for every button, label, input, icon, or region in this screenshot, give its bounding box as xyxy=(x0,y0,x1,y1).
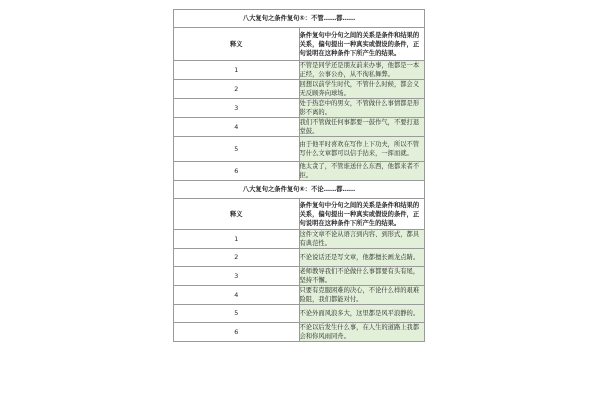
section-2-title-row xyxy=(174,181,425,199)
row-number: 2 xyxy=(174,80,300,99)
example-sentence: 不论外面风浪多大，这里都是风平浪静的。 xyxy=(299,305,425,323)
example-sentence: 不论以后发生什么事，在人生的道路上我都会和你风雨同舟。 xyxy=(299,323,425,342)
row-number: 1 xyxy=(174,230,300,249)
row-number: 3 xyxy=(174,99,300,118)
table-row xyxy=(174,230,425,249)
section-2-definition-label: 释义 xyxy=(174,199,300,230)
example-sentence: 由于他平时喜欢在写作上下功夫，所以不管写什么文章都可以信手拈来，一挥而就。 xyxy=(299,137,425,162)
table-row xyxy=(174,323,425,342)
table-row xyxy=(174,99,425,118)
section-1-definition-row xyxy=(174,28,425,61)
row-number: 5 xyxy=(174,137,300,162)
table-row xyxy=(174,80,425,99)
table-row xyxy=(174,137,425,162)
section-1-title: 八大复句之条件复句⑤：不管……都…… xyxy=(174,10,425,28)
section-1-title-row xyxy=(174,10,425,28)
table-row xyxy=(174,61,425,80)
document-sheet xyxy=(173,9,425,342)
row-number: 4 xyxy=(174,118,300,137)
table-row xyxy=(174,249,425,267)
row-number: 6 xyxy=(174,162,300,181)
section-1-definition: 条件复句中分句之间的关系是条件和结果的关系，偏句提出一种真实或假设的条件，正句说明在这种条件下所产生的结果。 xyxy=(299,28,425,61)
example-sentence: 我们不管做任何事都要一鼓作气，不要打退堂鼓。 xyxy=(299,118,425,137)
row-number: 3 xyxy=(174,267,300,286)
example-sentence: 只要有克服困难的决心，不论什么样的艰难险阻，我们都能对付。 xyxy=(299,286,425,305)
row-number: 1 xyxy=(174,61,300,80)
row-number: 4 xyxy=(174,286,300,305)
table-row xyxy=(174,267,425,286)
table-row xyxy=(174,118,425,137)
section-2-definition-row xyxy=(174,199,425,230)
table-row xyxy=(174,286,425,305)
row-number: 2 xyxy=(174,249,300,267)
example-sentence: 不论说话还是写文章，他都擅长画龙点睛。 xyxy=(299,249,425,267)
example-sentence: 回想以前学生时代，不管什么时候，都会义无反顾奔向球场。 xyxy=(299,80,425,99)
example-sentence: 这件文章不论从语言到内容、到形式，都具有典范性。 xyxy=(299,230,425,249)
row-number: 6 xyxy=(174,323,300,342)
section-2-title: 八大复句之条件复句⑥：不论……都…… xyxy=(174,181,425,199)
row-number: 5 xyxy=(174,305,300,323)
example-sentence: 他太贪了，不管谁送什么东西，他都来者不拒。 xyxy=(299,162,425,181)
example-sentence: 老师教导我们不论做什么事都要有头有尾，坚持不懈。 xyxy=(299,267,425,286)
example-sentence: 不管是同学还是朋友前来办事，他都是一本正经，公事公办，从不徇私舞弊。 xyxy=(299,61,425,80)
section-1-definition-label: 释义 xyxy=(174,28,300,61)
table-row xyxy=(174,162,425,181)
conditional-sentence-table xyxy=(173,9,425,342)
section-2-definition: 条件复句中分句之间的关系是条件和结果的关系，偏句提出一种真实或假设的条件，正句说明在这种条件下所产生的结果。 xyxy=(299,199,425,230)
table-row xyxy=(174,305,425,323)
example-sentence: 处于热恋中的男女，不管做什么事情都是形影不离的。 xyxy=(299,99,425,118)
